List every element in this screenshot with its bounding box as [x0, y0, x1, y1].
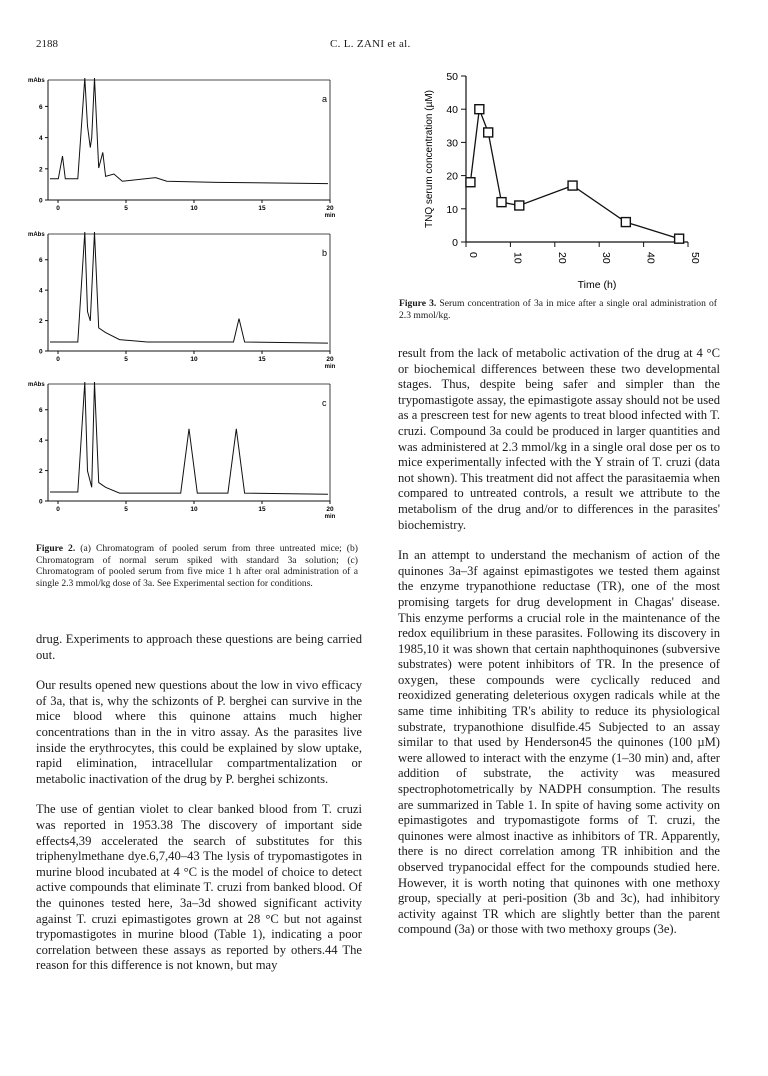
left-paragraph-1: drug. Experiments to approach these questions are being carried out.	[36, 632, 362, 662]
data-point-marker	[621, 218, 630, 227]
data-point-marker	[484, 128, 493, 137]
chromatogram-panel-c	[28, 382, 336, 520]
page-number: 2188	[36, 38, 58, 50]
x-axis-label: Time (h)	[577, 279, 617, 291]
panel-x-tick-label: 5	[124, 205, 128, 212]
panel-x-tick-label: 15	[258, 356, 266, 363]
y-tick-label: 0	[452, 237, 458, 249]
chromatogram-trace	[50, 382, 328, 494]
series-line	[470, 109, 679, 239]
panel-y-tick-label: 4	[39, 287, 43, 295]
panel-x-tick-label: 10	[190, 356, 198, 363]
panel-y-tick-label: 6	[39, 103, 43, 111]
panel-unit-label: mAbs	[28, 78, 45, 84]
figure-3-caption-text: Serum concentration of 3a in mice after a single oral administration of 2.3 mmol/kg.	[399, 298, 717, 321]
x-tick-label: 40	[644, 252, 657, 264]
chromatogram-panel-b	[28, 232, 336, 370]
chromatogram-trace	[50, 232, 328, 343]
panel-x-tick-label: 20	[326, 506, 334, 513]
panel-letter: a	[322, 94, 328, 104]
panel-letter: c	[322, 398, 327, 408]
panel-letter: b	[322, 248, 328, 258]
panel-y-tick-label: 2	[39, 166, 43, 174]
figure-2-caption	[36, 543, 358, 589]
y-tick-label: 10	[446, 203, 458, 216]
panel-x-tick-label: 15	[258, 506, 266, 513]
x-tick-label: 0	[467, 252, 479, 258]
panel-x-unit: min	[324, 364, 336, 370]
panel-x-tick-label: 20	[326, 205, 334, 212]
y-tick-label: 40	[446, 104, 458, 117]
panel-x-tick-label: 0	[56, 506, 60, 513]
figure-2-caption-text: (a) Chromatogram of pooled serum from three untreated mice; (b) Chromatogram of normal serum spiked with standard 3a solution; (c) Chromatogram of pooled serum from five mice 1 h after oral administration of a single 2.3 mmol/kg dose of 3a. See Experimental section for conditions.	[36, 543, 358, 589]
data-point-marker	[515, 201, 524, 210]
figure-2-chromatograms	[28, 74, 364, 530]
panel-x-tick-label: 10	[190, 506, 198, 513]
panel-unit-label: mAbs	[28, 232, 45, 238]
panel-x-tick-label: 15	[258, 205, 266, 212]
data-point-marker	[675, 234, 684, 243]
y-axis-label: TNQ serum concentration (µM)	[424, 89, 435, 229]
figure-3-caption-label: Figure 3.	[399, 298, 437, 309]
y-tick-label: 20	[446, 170, 458, 183]
x-tick-label: 50	[689, 252, 701, 264]
right-paragraph-2: In an attempt to understand the mechanism of action of the quinones 3a–3f against epimastigotes we tested them against the enzyme trypanothione reductase (TR), one of the most promising targets for drug development in Chagas' disease. This enzyme performs a crucial role in the maintenance of the redox equilibrium in these parasites. Following its discovery in 1985,10 it was shown that certain naphthoquinones (subversive substrates) were potent inhibitors of TR. In the presence of oxygen, these compounds were cyclically reduced and reoxidized generating deleterious oxygen radicals while at the same time inhibiting TR's ability to reduce its physiological substrate, trypanothione disulfide.45 Subjected to an assay similar to that used by Henderson45 the quinones (100 µM) were allowed to interact with the enzyme (1–30 min) and, after addition of substrate, the activity was measured spectrophotometrically by NADPH consumption. The results are summarized in Table 1. In spite of having some activity on epimastigotes and trypomastigote forms of T. cruzi, the quinones were almost inactive as inhibitors of TR. Apparently, there is no direct correlation among TR inhibition and the observed trypanocidal effect for the compounds studied here. However, it is worth noting that quinones with one methoxy group, specially at peri-position (3b and 3c), had inhibitory activity against TR which are slightly better than the parent compound (3a) or those with two methoxy groups (3e).	[398, 548, 720, 937]
left-paragraph-3: The use of gentian violet to clear banked blood from T. cruzi was reported in 1953.38 The discovery of important side effects4,39 accelerated the search of substitutes for this triphenylmethane dye.6,7,40–43 The lysis of trypomastigotes in murine blood incubated at 4 °C is the model of choice to detect active compounds that eliminate T. cruzi from banked blood. Of the quinones tested here, 3a–3d showed significant activity against T. cruzi epimastigotes grown at 28 °C but not against trypomastigotes in murine blood (Table 1), indicating a poor correlation between these assays as reported by others.44 The reason for this difference is not known, but may	[36, 802, 362, 973]
panel-y-tick-label: 2	[39, 318, 43, 326]
data-point-marker	[466, 178, 475, 187]
figure-3-plot	[424, 71, 701, 291]
panel-x-tick-label: 20	[326, 356, 334, 363]
data-point-marker	[475, 105, 484, 114]
panel-unit-label: mAbs	[28, 382, 45, 388]
figure-3-caption	[399, 298, 717, 321]
data-point-marker	[497, 198, 506, 207]
figure-3-chart	[398, 66, 718, 292]
panel-x-tick-label: 5	[124, 356, 128, 363]
y-tick-label: 50	[446, 71, 458, 83]
left-column	[36, 632, 362, 974]
panel-x-tick-label: 0	[56, 356, 60, 363]
running-head-authors: C. L. ZANI et al.	[330, 38, 411, 50]
left-paragraph-2: Our results opened new questions about the low in vivo efficacy of 3a, that is, why the schizonts of P. berghei can survive in the mice blood where this quinone attains much higher concentrations than in the in vitro assay. As the parasites live inside the erythrocytes, this could be explained by slow uptake, rapid elimination, intracellular compartmentalization or metabolic inactivation of the drug by P. berghei schizonts.	[36, 678, 362, 786]
panel-y-tick-label: 4	[39, 437, 43, 445]
chromatogram-panel-a	[28, 78, 336, 219]
y-tick-label: 30	[446, 137, 458, 150]
panel-y-tick-label: 0	[39, 348, 43, 356]
figure-2-caption-label: Figure 2.	[36, 543, 76, 554]
right-column	[398, 346, 720, 938]
data-point-marker	[568, 181, 577, 190]
panel-x-unit: min	[324, 213, 336, 219]
panel-x-unit: min	[324, 514, 336, 520]
x-tick-label: 30	[600, 252, 613, 264]
panel-x-tick-label: 10	[190, 205, 198, 212]
chromatogram-trace	[50, 78, 328, 184]
panel-x-tick-label: 0	[56, 205, 60, 212]
x-tick-label: 20	[555, 252, 568, 264]
panel-y-tick-label: 0	[39, 498, 43, 506]
panel-y-tick-label: 4	[39, 135, 43, 143]
x-tick-label: 10	[511, 252, 524, 264]
panel-y-tick-label: 6	[39, 407, 43, 415]
panel-y-tick-label: 6	[39, 257, 43, 265]
panel-y-tick-label: 0	[39, 197, 43, 205]
panel-y-tick-label: 2	[39, 468, 43, 476]
right-paragraph-1: result from the lack of metabolic activation of the drug at 4 °C or biochemical differences between these two developmental stages. Thus, despite being safer and simpler than the trypomastigote assay, the epimastigote assay should not be used as a prescreen test for new agents to treat blood infected with T. cruzi. Compound 3a could be produced in larger quantities and was administered at 2.3 mmol/kg in a single oral dose per os to mice experimentally infected with the Y strain of T. cruzi (data not shown). This treatment did not affect the parasitaemia when compared to untreated controls, a result we attribute to the metabolism of the drug and/or to differences in the parasites' biochemistry.	[398, 346, 721, 532]
panel-x-tick-label: 5	[124, 506, 128, 513]
